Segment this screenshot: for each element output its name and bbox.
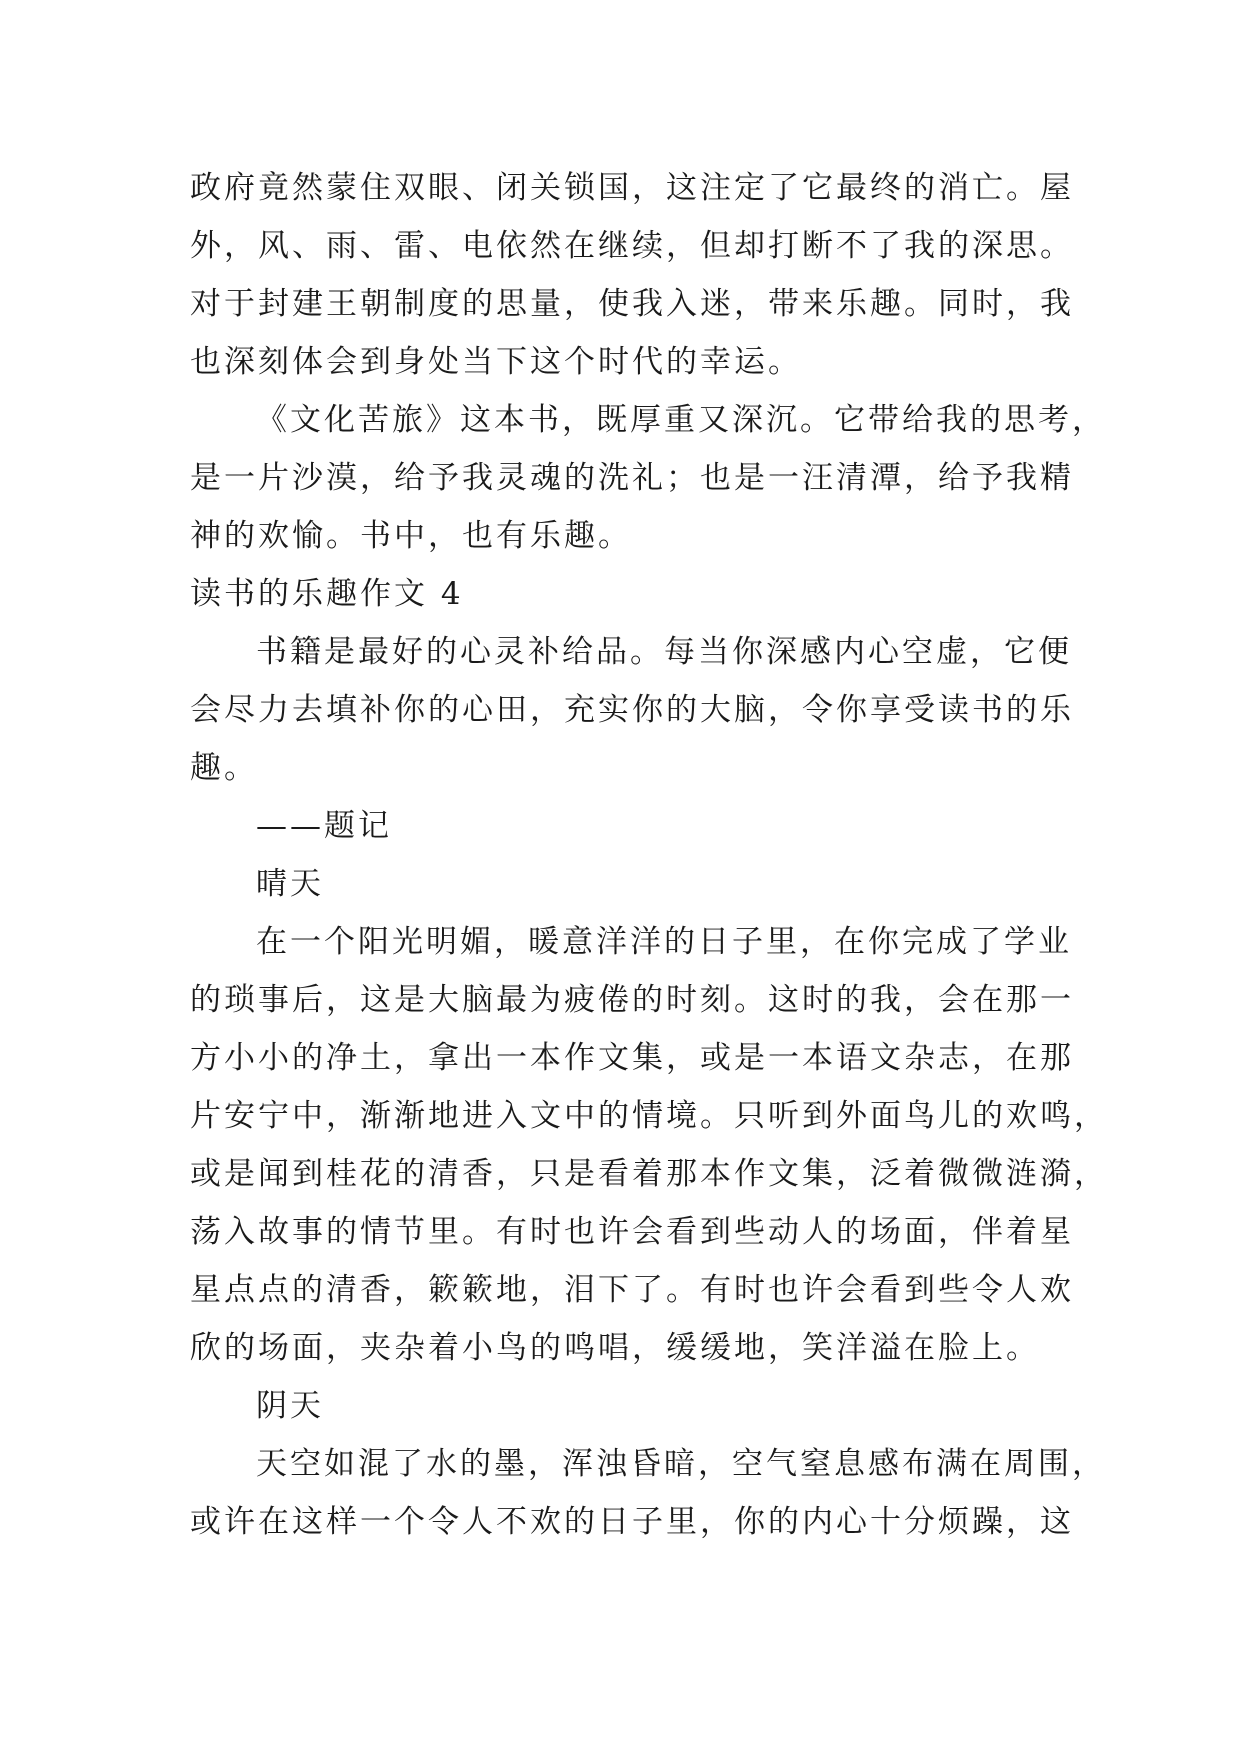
text-line: 书籍是最好的心灵补给品。每当你深感内心空虚，它便	[256, 634, 1072, 670]
text-line: 或是闻到桂花的清香，只是看着那本作文集，泛着微微涟漪，	[190, 1156, 1108, 1192]
text-line: 趣。	[190, 750, 258, 786]
subheading: 阴天	[256, 1388, 324, 1424]
text-line: 天空如混了水的墨，浑浊昏暗，空气窒息感布满在周围，	[256, 1446, 1106, 1482]
text-line: 的琐事后，这是大脑最为疲倦的时刻。这时的我，会在那一	[190, 982, 1074, 1018]
text-line: 政府竟然蒙住双眼、闭关锁国，这注定了它最终的消亡。屋	[190, 170, 1074, 206]
section-heading: 读书的乐趣作文 4	[190, 576, 464, 612]
text-line: 片安宁中，渐渐地进入文中的情境。只听到外面鸟儿的欢鸣，	[190, 1098, 1108, 1134]
epigraph-attribution: ——题记	[256, 808, 392, 844]
text-line: 外，风、雨、雷、电依然在继续，但却打断不了我的深思。	[190, 228, 1074, 264]
text-line: 神的欢愉。书中，也有乐趣。	[190, 518, 632, 554]
subheading: 晴天	[256, 866, 324, 902]
text-line: 会尽力去填补你的心田，充实你的大脑，令你享受读书的乐	[190, 692, 1074, 728]
text-line: 方小小的净土，拿出一本作文集，或是一本语文杂志，在那	[190, 1040, 1074, 1076]
text-line: 也深刻体会到身处当下这个时代的幸运。	[190, 344, 802, 380]
text-line: 欣的场面，夹杂着小鸟的鸣唱，缓缓地，笑洋溢在脸上。	[190, 1330, 1040, 1366]
text-line: 对于封建王朝制度的思量，使我入迷，带来乐趣。同时，我	[190, 286, 1074, 322]
text-line: 在一个阳光明媚，暖意洋洋的日子里，在你完成了学业	[256, 924, 1072, 960]
text-line: 星点点的清香，簌簌地，泪下了。有时也许会看到些令人欢	[190, 1272, 1074, 1308]
text-line: 或许在这样一个令人不欢的日子里，你的内心十分烦躁，这	[190, 1504, 1074, 1540]
text-line: 《文化苦旅》这本书，既厚重又深沉。它带给我的思考，	[256, 402, 1106, 438]
text-line: 荡入故事的情节里。有时也许会看到些动人的场面，伴着星	[190, 1214, 1074, 1250]
text-line: 是一片沙漠，给予我灵魂的洗礼；也是一汪清潭，给予我精	[190, 460, 1074, 496]
